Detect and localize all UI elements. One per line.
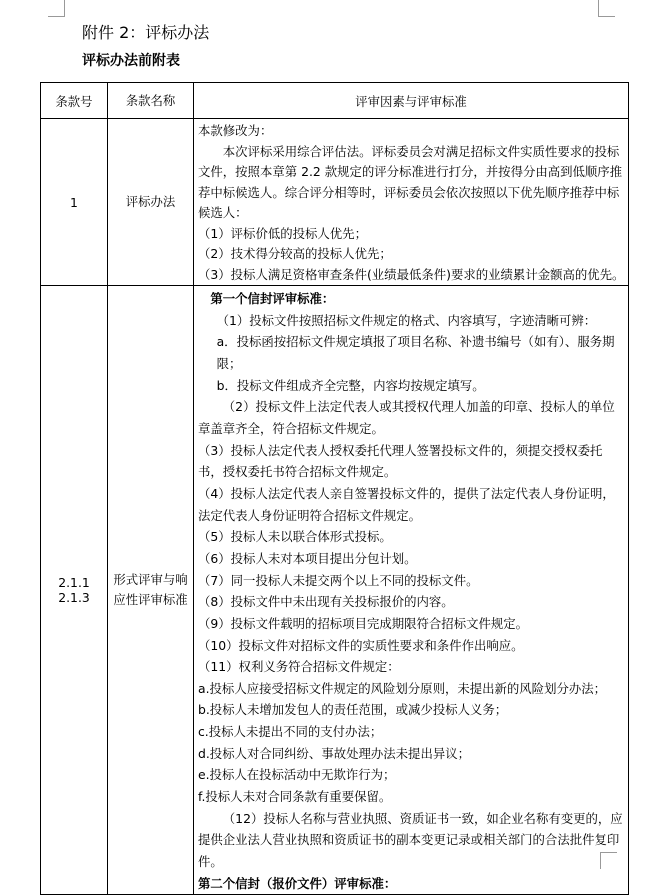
text-line: f.投标人未对合同条款有重要保留。 — [198, 789, 392, 805]
clause-no-2: 2.1.3 — [58, 590, 90, 606]
clause-name: 形式评审与响应性评审标准 — [108, 286, 194, 895]
table-header-row — [41, 83, 629, 119]
evaluation-table — [40, 82, 629, 895]
text-line: （2）投标文件上法定代表人或其授权代理人加盖的印章、投标人的单位章盖章齐全，符合招标文件规定。 — [198, 399, 615, 436]
section-heading: 第一个信封评审标准： — [210, 291, 335, 306]
text-line: （8）投标文件中未出现有关投标报价的内容。 — [198, 594, 454, 610]
text-line: （1）评标价低的投标人优先； — [198, 225, 367, 241]
text-line: e.投标人在投标活动中无欺诈行为； — [198, 767, 396, 783]
page-corner-mark — [598, 0, 615, 17]
text-line: （10）投标文件对招标文件的实质性要求和条件作出响应。 — [198, 637, 524, 653]
clause-name: 评标办法 — [108, 119, 194, 286]
clause-no-1: 2.1.1 — [58, 575, 90, 591]
table-row — [41, 119, 629, 286]
text-line: （6）投标人未对本项目提出分包计划。 — [198, 550, 417, 566]
text-line: b.投标人未增加发包人的责任范围，或减少投标人义务； — [198, 702, 508, 718]
text-line: a.投标人应接受招标文件规定的风险划分原则，未提出新的风险划分办法； — [198, 680, 607, 696]
document-title: 附件 2：评标办法 — [82, 23, 210, 42]
text-line: 本次评标采用综合评估法。评标委员会对满足招标文件实质性要求的投标文件，按照本章第 2.2 款规定的评分标准进行打分，并按得分由高到低顺序推荐中标候选人。综合评分相等时，评标委员会依次按照以下优先顺序推荐中标候选人： — [198, 143, 623, 220]
text-line: d.投标人对合同纠纷、事故处理办法未提出异议； — [198, 745, 471, 761]
text-line: 本款修改为： — [198, 123, 273, 138]
text-line: （12）投标人名称与营业执照、资质证书一致，如企业名称有变更的，应提供企业法人营业执照和资质证书的副本变更记录或相关部门的合法批件复印件。 — [198, 810, 623, 870]
text-line: （4）投标人法定代表人亲自签署投标文件的，提供了法定代表人身份证明，法定代表人身份证明符合招标文件规定。 — [198, 485, 615, 523]
clause-no: 1 — [41, 119, 108, 286]
criteria-cell — [194, 119, 629, 286]
text-line: c.投标人未提出不同的支付办法； — [198, 724, 383, 740]
table-row — [41, 286, 629, 895]
text-line: （7）同一投标人未提交两个以上不同的投标文件。 — [198, 572, 479, 588]
text-line: （3）投标人法定代表人授权委托代理人签署投标文件的，须提交授权委托书，授权委托书符合招标文件规定。 — [198, 442, 603, 480]
header-clause-no: 条款号 — [41, 83, 108, 119]
text-line: b．投标文件组成齐全完整，内容均按规定填写。 — [216, 377, 485, 393]
clause-no — [41, 286, 108, 895]
text-line: （5）投标人未以联合体形式投标。 — [198, 529, 392, 545]
section-heading: 第二个信封（报价文件）评审标准： — [198, 875, 397, 891]
table-title: 评标办法前附表 — [82, 53, 180, 69]
text-line: a．投标函按招标文件规定填报了项目名称、补遗书编号（如有）、服务期限； — [216, 334, 615, 371]
text-line: （1）投标文件按照招标文件规定的格式、内容填写，字迹清晰可辨： — [216, 312, 597, 328]
text-line: （3）投标人满足资格审查条件(业绩最低条件)要求的业绩累计金额高的优先。 — [198, 266, 625, 282]
text-line: （9）投标文件载明的招标项目完成期限符合招标文件规定。 — [198, 615, 529, 631]
text-line: （11）权利义务符合招标文件规定： — [198, 659, 400, 675]
header-criteria: 评审因素与评审标准 — [194, 83, 629, 119]
header-clause-name: 条款名称 — [108, 83, 194, 119]
criteria-cell — [194, 286, 629, 895]
text-line: （2）技术得分较高的投标人优先； — [198, 246, 392, 261]
page-corner-mark — [48, 0, 65, 17]
